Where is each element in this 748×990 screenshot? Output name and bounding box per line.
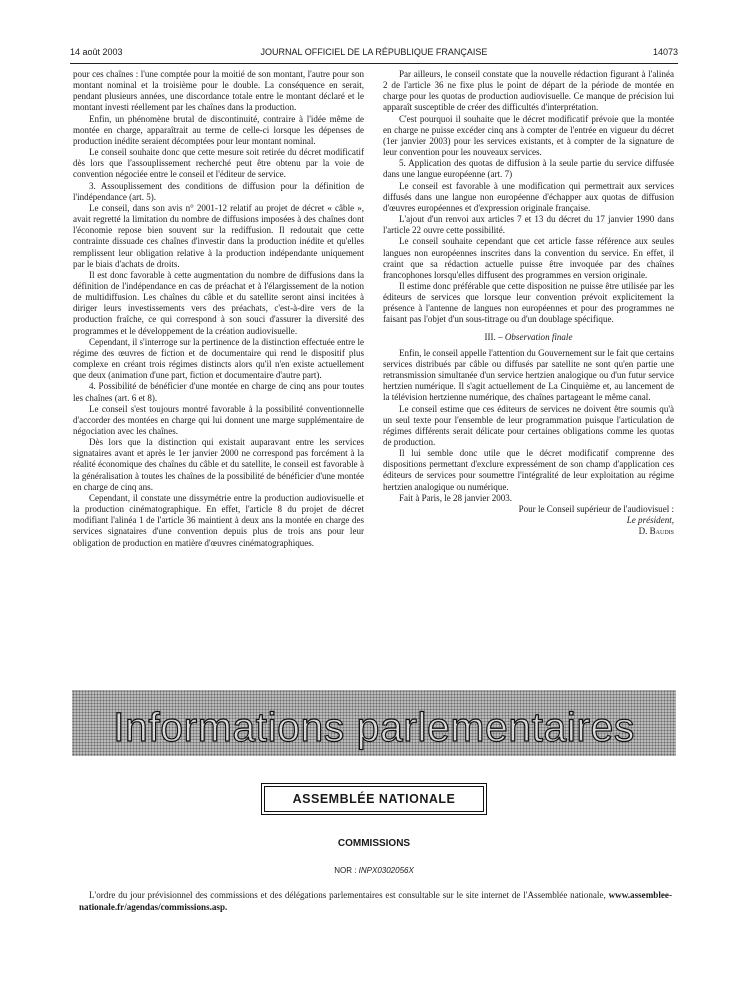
section-heading-title: Observation finale xyxy=(504,331,573,342)
banner xyxy=(72,690,676,756)
section-number: III. – xyxy=(484,331,503,342)
assembly-title: ASSEMBLÉE NATIONALE xyxy=(292,792,456,806)
paragraph: Le conseil souhaite cependant que cet article fasse référence aux seules langues non européennes inscrites dans la convention du service. En effet, il craint que sa rédaction actuelle puisse être invoquée par des chaînes francophones lorsqu'elles diffusent des programmes en version originale. xyxy=(383,236,674,280)
paragraph: Le conseil, dans son avis n° 2001-12 relatif au projet de décret « câble », avait regretté la limitation du nombre de diffusions imposées à des chaînes dont l'économie repose bien souvent sur la rediffusion. Il redoutait que cette contrainte dissuade ces chaînes d'investir dans la production inédite et qu'elles remplissent leur obligation relative à la production indépendante uniquement par le biais d'achats de droits. xyxy=(73,202,364,269)
paragraph: Le conseil est favorable à une modification qui permettrait aux services diffusés dans une langue non européenne d'échapper aux quotas de diffusion d'œuvres européennes et d'expression originale française. xyxy=(383,180,674,213)
signature-title xyxy=(383,515,674,526)
paragraph: pour ces chaînes : l'une comptée pour la moitié de son montant, l'autre pour son montant nominal et la troisième pour le double. La conséquence en serait, pendant plusieurs années, une discordance totale entre le montant déclaré et le montant investi réellement par les chaînes dans la production. xyxy=(73,69,364,113)
paragraph: Par ailleurs, le conseil constate que la nouvelle rédaction figurant à l'alinéa 2 de l'article 36 ne fixe plus le point de départ de la période de montée en charge pour les quotas de production audiovisuelle. Ce manque de précision lui apparaît susceptible de créer des difficultés d'interprétation. xyxy=(383,69,674,113)
nor-label: NOR : xyxy=(334,866,357,875)
page-header xyxy=(70,47,678,61)
nor-value: INPX0302056X xyxy=(358,866,414,875)
paragraph: Le conseil estime que ces éditeurs de services ne doivent être soumis qu'à un seul texte pour l'ensemble de leur programmation puisque l'articulation de régimes différents serait délicate pour certaines obligations comme les quotas de production. xyxy=(383,403,674,447)
right-column xyxy=(383,69,674,537)
paragraph: Le conseil s'est toujours montré favorable à la possibilité conventionnelle d'accorder des montées en charge qui lui donnent une marge supplémentaire de négociation avec les chaînes. xyxy=(73,403,364,436)
paragraph: Cependant, il s'interroge sur la pertinence de la distinction effectuée entre le régime des œuvres de fiction et de documentaire qui rend le dispositif plus complexe en créant trois régimes distincts alors qu'il n'en existe actuellement que deux (animation d'une part, fiction et documentaire d'autre part). xyxy=(73,336,364,381)
page-number: 14073 xyxy=(652,47,678,57)
paragraph: Il est donc favorable à cette augmentation du nombre de diffusions dans la définition de l'indépendance en cas de préachat et à l'élargissement de la notion de multidiffusion. Les chaînes du câble et du satellite seront ainsi incitées à diriger leurs investissements vers des préachats, c'est-à-dire vers de la production fraîche, ce qui correspond à son souci d'assurer la diversité des programmes et le développement de la création audiovisuelle. xyxy=(73,269,364,336)
paragraph: Dès lors que la distinction qui existait auparavant entre les services signataires avant et après le 1er janvier 2000 ne correspond pas forcément à la réalité économique des chaînes du câble et du satellite, le conseil est favorable à la généralisation à toutes les chaînes de la possibilité de bénéficier d'une montée en charge de cinq ans. xyxy=(73,437,364,492)
assembly-box xyxy=(264,786,484,812)
paragraph: Le conseil souhaite donc que cette mesure soit retirée du décret modificatif dès lors que l'assouplissement recherché peut être obtenu par la voie de convention négociée entre le conseil et l'éditeur de service. xyxy=(73,147,364,180)
paragraph: C'est pourquoi il souhaite que le décret modificatif prévoie que la montée en charge ne puisse excéder cinq ans à compter de l'entrée en vigueur du décret (1er janvier 2003) pour les services existants, et à compter de la signature de leur convention pour les nouveaux services. xyxy=(383,113,674,158)
paragraph: Fait à Paris, le 28 janvier 2003. xyxy=(399,492,513,503)
section-heading xyxy=(383,332,674,343)
header-date: 14 août 2003 xyxy=(70,47,123,57)
notice-paragraph xyxy=(79,890,672,913)
paragraph: Il lui semble donc utile que le décret modificatif comprenne des dispositions permettant d'exclure expressément de son champ d'application ces éditeurs de services pour soumettre l'intégralité de leur exploitation au régime hertzien analogique ou numérique. xyxy=(383,448,674,492)
paragraph: Enfin, un phénomène brutal de discontinuité, contraire à l'idée même de montée en charge, apparaîtrait au terme de celle-ci lorsque les dépenses de production inédite seraient décomptées pour leur montant nominal. xyxy=(73,113,364,146)
paragraph: Il estime donc préférable que cette disposition ne puisse être utilisée par les éditeurs de services que lorsque leur convention prévoit explicitement la présence à l'antenne de langues non européennes et pour des programmes ne faisant pas l'objet d'un sous-titrage ou d'un doublage spécifique. xyxy=(383,280,674,325)
header-rule xyxy=(70,63,678,64)
paragraph: L'ajout d'un renvoi aux articles 7 et 13 du décret du 17 janvier 1990 dans l'article 22 ouvre cette possibilité. xyxy=(383,214,674,236)
signature-role: Le président, xyxy=(626,515,674,526)
paragraph: 5. Application des quotas de diffusion à la seule partie du service diffusée dans une langue européenne (art. 7) xyxy=(383,158,674,180)
paragraph: Enfin, le conseil appelle l'attention du Gouvernement sur le fait que certains services distribués par câble ou diffusés par satellite ne sont qu'en partie une retransmission simultanée d'un service hertzien analogique ou d'un futur service hertzien numérique. Il s'agit actuellement de La Cinquième et, au lancement de la télévision hertzienne numérique, des chaînes partageant le même canal. xyxy=(383,347,674,403)
signature-line: Pour le Conseil supérieur de l'audiovisuel : xyxy=(518,503,674,514)
paragraph: Cependant, il constate une dissymétrie entre la production audiovisuelle et la production cinématographique. En effet, l'article 8 du projet de décret modifiant l'alinéa 1 de l'article 36 maintient à deux ans la montée en charge des services signataires d'une convention depuis plus de trois ans pour leur obligation de production en matière d'œuvres cinématographiques. xyxy=(73,492,364,548)
paragraph: 4. Possibilité de bénéficier d'une montée en charge de cinq ans pour toutes les chaînes (art. 6 et 8). xyxy=(73,381,364,403)
banner-title: Informations parlementaires xyxy=(113,704,635,750)
left-column xyxy=(73,69,364,549)
notice-link[interactable]: www.assemblee-nationale.fr/agendas/commissions.asp. xyxy=(79,890,672,912)
commissions-title: COMMISSIONS xyxy=(337,838,411,849)
nor-line xyxy=(0,866,748,875)
journal-title: JOURNAL OFFICIEL DE LA RÉPUBLIQUE FRANÇAISE xyxy=(260,47,488,57)
paragraph: 3. Assouplissement des conditions de diffusion pour la définition de l'indépendance (art. 5). xyxy=(73,180,364,202)
signature-name: D. Baudis xyxy=(638,526,674,537)
notice-text: L'ordre du jour prévisionnel des commissions et des délégations parlementaires est consultable sur le site internet de l'Assemblée nationale, xyxy=(89,890,606,900)
